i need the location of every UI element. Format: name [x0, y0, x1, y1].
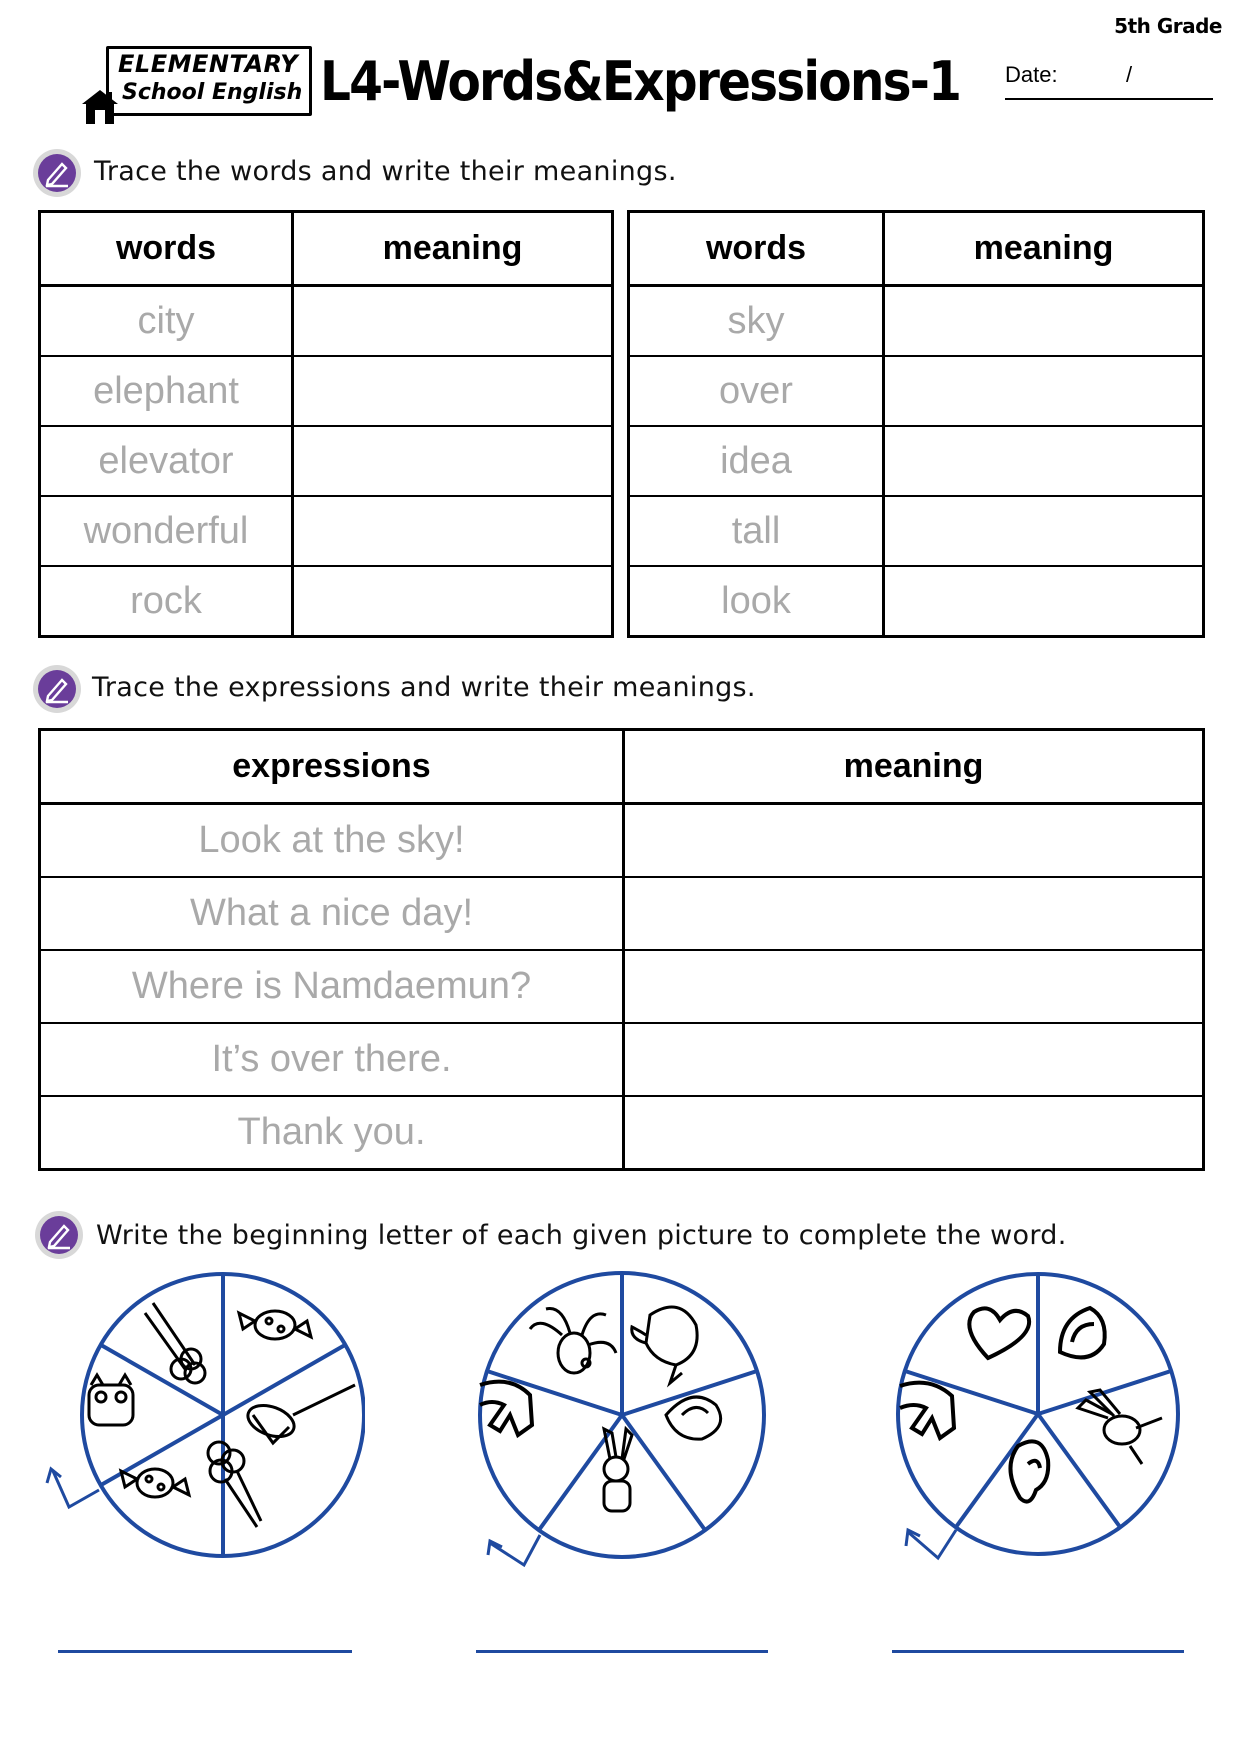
col-header-meaning: meaning [624, 730, 1204, 804]
meaning-cell[interactable] [884, 496, 1204, 566]
tooth-icon [480, 1382, 532, 1435]
instruction-words: Trace the words and write their meanings. [94, 156, 677, 187]
words-table-right [627, 210, 1205, 638]
meaning-cell[interactable] [293, 426, 613, 496]
trace-expression: Thank you. [40, 1096, 624, 1170]
col-header-meaning: meaning [884, 212, 1204, 286]
trace-word: over [629, 356, 884, 426]
trace-expression: Look at the sky! [40, 804, 624, 878]
meaning-cell[interactable] [624, 877, 1204, 950]
trace-word: look [629, 566, 884, 637]
picture-wheel-3 [890, 1268, 1190, 1578]
picture-wheel-1 [45, 1265, 365, 1565]
trace-expression: It’s over there. [40, 1023, 624, 1096]
trace-word: tall [629, 496, 884, 566]
rabbit-icon [604, 1429, 632, 1511]
meaning-cell[interactable] [293, 496, 613, 566]
col-header-expressions: expressions [40, 730, 624, 804]
meaning-cell[interactable] [624, 950, 1204, 1023]
oyster-icon [666, 1397, 721, 1439]
whale-icon [632, 1307, 697, 1383]
trace-expression: Where is Namdaemun? [40, 950, 624, 1023]
rabbit-icon [1078, 1390, 1162, 1464]
words-table-left [38, 210, 614, 638]
col-header-words: words [40, 212, 293, 286]
meaning-cell[interactable] [624, 1023, 1204, 1096]
date-slash: / [1126, 62, 1133, 87]
trace-word: elephant [40, 356, 293, 426]
trace-expression: What a nice day! [40, 877, 624, 950]
ear-icon [1010, 1441, 1048, 1501]
meaning-cell[interactable] [624, 1096, 1204, 1170]
meaning-cell[interactable] [293, 566, 613, 637]
pencil-badge-icon [32, 664, 82, 714]
trace-word: elevator [40, 426, 293, 496]
page-title: L4-Words&Expressions-1 [320, 50, 961, 113]
candy-icon [121, 1469, 189, 1497]
expressions-table [38, 728, 1205, 1171]
answer-line-3[interactable] [892, 1650, 1184, 1653]
meaning-cell[interactable] [624, 804, 1204, 878]
pencil-badge-icon [34, 1210, 84, 1260]
owl-icon [89, 1375, 133, 1425]
trace-word: idea [629, 426, 884, 496]
school-logo [80, 46, 310, 124]
answer-line-1[interactable] [58, 1650, 352, 1653]
trace-word: wonderful [40, 496, 293, 566]
meaning-cell[interactable] [293, 356, 613, 426]
school-house-icon [80, 86, 120, 126]
oyster-icon [1060, 1308, 1105, 1357]
meaning-cell[interactable] [884, 566, 1204, 637]
pencil-badge-icon [32, 148, 82, 198]
instruction-pictures: Write the beginning letter of each given picture to complete the word. [96, 1220, 1067, 1251]
instruction-expressions: Trace the expressions and write their meanings. [92, 672, 756, 703]
trace-word: rock [40, 566, 293, 637]
col-header-meaning: meaning [293, 212, 613, 286]
grade-label: 5th Grade [1114, 14, 1222, 38]
ice-cream-icon [145, 1303, 205, 1383]
octopus-icon [530, 1309, 616, 1374]
meaning-cell[interactable] [884, 286, 1204, 357]
picture-wheel-2 [470, 1265, 770, 1575]
trace-word: sky [629, 286, 884, 357]
ice-cream-icon [208, 1442, 261, 1527]
meaning-cell[interactable] [884, 426, 1204, 496]
logo-line2: School English [122, 80, 303, 105]
logo-line1: ELEMENTARY [118, 50, 299, 78]
col-header-words: words [629, 212, 884, 286]
date-line[interactable] [1005, 98, 1213, 100]
candy-icon [239, 1311, 311, 1339]
answer-line-2[interactable] [476, 1650, 768, 1653]
tooth-icon [900, 1383, 954, 1438]
meaning-cell[interactable] [293, 286, 613, 357]
meaning-cell[interactable] [884, 356, 1204, 426]
date-label: Date: [1005, 62, 1058, 87]
trace-word: city [40, 286, 293, 357]
heart-icon [969, 1308, 1029, 1358]
